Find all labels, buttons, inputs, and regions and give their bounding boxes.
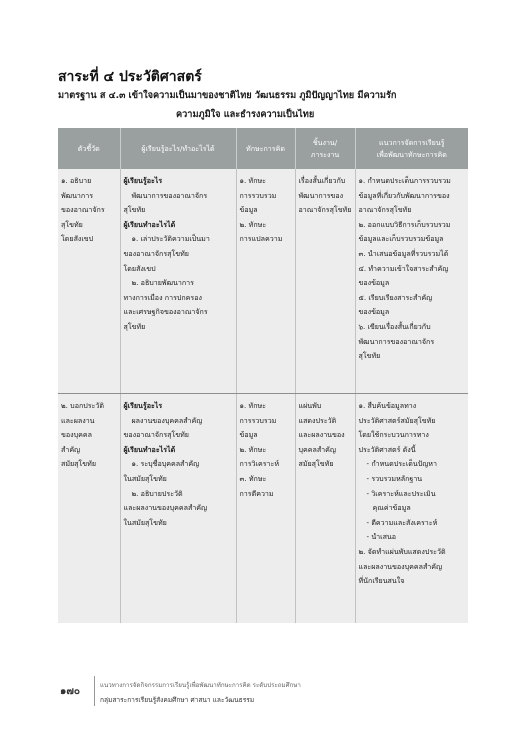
cell-line: ๕. เรียบเรียงสาระสำคัญ <box>358 292 433 302</box>
curriculum-table <box>58 128 468 623</box>
cell-indicator <box>58 169 120 394</box>
footer-book-title: แนวทางการจัดกิจกรรมการเรียนรู้เพื่อพัฒนาทักษะการคิด ระดับประถมศึกษา <box>100 682 301 689</box>
cell-line: เพื่อพัฒนาทักษะการคิด <box>376 149 447 159</box>
table-row <box>58 394 468 624</box>
cell-line: ๑. ระบุชื่อบุคคลสำคัญ <box>131 459 200 469</box>
header-approach <box>355 128 468 169</box>
cell-line: ผู้เรียนทำอะไรได้ <box>123 444 176 454</box>
cell-line: ประวัติศาสตร์สมัยสุโขทัย <box>358 415 436 425</box>
cell-indicator <box>58 394 120 624</box>
cell-line: แผ่นพับ <box>298 401 322 410</box>
cell-learning <box>120 169 236 394</box>
cell-line: ๑. ทักษะ <box>239 401 266 410</box>
cell-learning <box>120 394 236 624</box>
footer-subject-group: กลุ่มสาระการเรียนรู้สังคมศึกษา ศาสนา และวัฒนธรรม <box>100 696 255 704</box>
cell-line: ผลงานของบุคคลสำคัญ <box>131 415 203 425</box>
cell-line: ข้อมูลและเก็บรวบรวมข้อมูล <box>358 234 444 244</box>
cell-line: คุณค่าข้อมูล <box>372 503 411 513</box>
cell-line: โดยสังเขป <box>123 263 156 273</box>
cell-line: อาณาจักรสุโขทัย <box>358 205 412 215</box>
cell-line: ผู้เรียนรู้อะไร/ทำอะไรได้ <box>141 143 215 153</box>
cell-line: และผลงานของบุคคลสำคัญ <box>123 503 208 513</box>
cell-line: ที่นักเรียนสนใจ <box>358 576 405 586</box>
cell-line: สุโขทัย <box>123 321 146 331</box>
cell-line: ๒. อธิบายประวัติ <box>131 488 183 498</box>
cell-line: พัฒนาการของอาณาจักร <box>131 190 208 200</box>
cell-line: สมัยสุโขทัย <box>298 459 334 469</box>
cell-line: ๒. ออกแบบวิธีการเก็บรวบรวม <box>358 219 451 229</box>
cell-line: ๓. ทักษะ <box>239 473 267 483</box>
footer-divider <box>94 676 95 706</box>
cell-line: เรื่องสั้นเกี่ยวกับ <box>298 176 346 185</box>
cell-line: ทางการเมือง การปกครอง <box>123 292 202 302</box>
cell-line: - นำเสนอ <box>366 532 397 542</box>
cell-line: - วิเคราะห์และประเมิน <box>366 488 436 498</box>
cell-line: สุโขทัย <box>358 351 381 361</box>
header-work <box>295 128 355 169</box>
cell-line: ของอาณาจักรสุโขทัย <box>123 430 189 440</box>
cell-line: ข้อมูล <box>239 430 258 440</box>
cell-line: สุโขทัย <box>123 205 146 215</box>
cell-line: และผลงาน <box>61 415 95 425</box>
cell-line: และผลงานของบุคคลสำคัญ <box>358 561 443 571</box>
cell-line: ๒. บอกประวัติ <box>61 401 104 410</box>
cell-line: ผู้เรียนรู้อะไร <box>123 401 163 410</box>
cell-line: ๒. ทักษะ <box>239 219 267 229</box>
cell-line: ๓. นำเสนอข้อมูลที่รวบรวมได้ <box>358 248 449 258</box>
header-indicator <box>58 128 120 169</box>
cell-line: - กำหนดประเด็นปัญหา <box>366 459 437 469</box>
cell-line: การตีความ <box>239 488 274 498</box>
cell-approach <box>355 394 468 624</box>
cell-work <box>295 394 355 624</box>
cell-line: การรวบรวม <box>239 190 277 200</box>
cell-line: ๑. กำหนดประเด็นการรวบรวม <box>358 176 451 185</box>
cell-line: พัฒนาการของ <box>298 190 344 200</box>
cell-line: ข้อมูล <box>239 205 258 215</box>
cell-line: แนวการจัดการเรียนรู้ <box>379 137 445 147</box>
cell-line: ของข้อมูล <box>358 278 390 288</box>
cell-line: ๑. ทักษะ <box>239 176 266 185</box>
standard-line-2: ความภูมิใจ และธำรงความเป็นไทย <box>176 109 315 120</box>
cell-line: ๑. เล่าประวัติความเป็นมา <box>131 234 210 244</box>
cell-line: ประวัติศาสตร์ ดังนี้ <box>358 444 416 454</box>
header-learning <box>120 128 236 169</box>
table-row <box>58 169 468 394</box>
cell-line: ๖. เขียนเรื่องสั้นเกี่ยวกับ <box>358 321 431 331</box>
cell-line: ๒. อธิบายพัฒนาการ <box>131 278 194 288</box>
cell-thinking-skills <box>236 169 295 394</box>
cell-line: ๒. จัดทำแผ่นพับแสดงประวัติ <box>358 546 446 556</box>
cell-line: แสดงประวัติ <box>298 415 337 425</box>
cell-line: สุโขทัย <box>61 219 83 229</box>
cell-line: ข้อมูลที่เกี่ยวกับพัฒนาการของ <box>358 190 450 200</box>
cell-line: ทักษะการคิด <box>246 143 285 153</box>
cell-line: พัฒนาการ <box>61 190 94 200</box>
cell-line: โดยสังเขป <box>61 234 94 244</box>
cell-line: ของอาณาจักรสุโขทัย <box>123 248 189 258</box>
cell-thinking-skills <box>236 394 295 624</box>
cell-work <box>295 169 355 394</box>
cell-line: - ตีความและสังเคราะห์ <box>366 517 438 527</box>
cell-line: การแปลความ <box>239 234 283 244</box>
cell-line: อาณาจักรสุโขทัย <box>298 205 352 215</box>
cell-line: - รวบรวมหลักฐาน <box>366 473 423 483</box>
cell-line: ๔. ทำความเข้าใจสาระสำคัญ <box>358 263 449 273</box>
cell-line: ภาระงาน <box>310 149 340 159</box>
cell-line: ของบุคคล <box>61 430 92 440</box>
table-header-row <box>58 128 468 169</box>
page-number: ๑๗๐ <box>60 686 80 697</box>
cell-line: และผลงานของ <box>298 430 345 440</box>
cell-line: ในสมัยสุโขทัย <box>123 473 167 483</box>
standard-line-1: มาตรฐาน ส ๔.๓ เข้าใจความเป็นมาของชาติไทย วัฒนธรรม ภูมิปัญญาไทย มีความรัก <box>58 90 397 101</box>
cell-line: โดยใช้กระบวนการทาง <box>358 430 429 440</box>
cell-line: ๒. ทักษะ <box>239 444 267 454</box>
cell-line: ชิ้นงาน/ <box>312 137 338 147</box>
cell-line: ตัวชี้วัด <box>77 143 100 153</box>
cell-line: สมัยสุโขทัย <box>61 459 96 469</box>
cell-line: ของข้อมูล <box>358 307 390 317</box>
cell-line: พัฒนาการของอาณาจักร <box>358 336 435 346</box>
cell-line: และเศรษฐกิจของอาณาจักร <box>123 307 208 317</box>
cell-line: สำคัญ <box>61 444 81 454</box>
cell-approach <box>355 169 468 394</box>
cell-line: ๑. สืบค้นข้อมูลทาง <box>358 401 417 410</box>
cell-line: ผู้เรียนทำอะไรได้ <box>123 219 176 229</box>
cell-line: ๑. อธิบาย <box>61 176 92 185</box>
cell-line: บุคคลสำคัญ <box>298 444 336 454</box>
cell-line: ผู้เรียนรู้อะไร <box>123 176 163 185</box>
cell-line: ในสมัยสุโขทัย <box>123 517 167 527</box>
cell-line: การรวบรวม <box>239 415 277 425</box>
cell-line: ของอาณาจักร <box>61 205 105 215</box>
cell-line: การวิเคราะห์ <box>239 459 280 469</box>
header-thinking-skills <box>236 128 295 169</box>
page-heading: สาระที่ ๔ ประวัติศาสตร์ <box>58 69 202 85</box>
